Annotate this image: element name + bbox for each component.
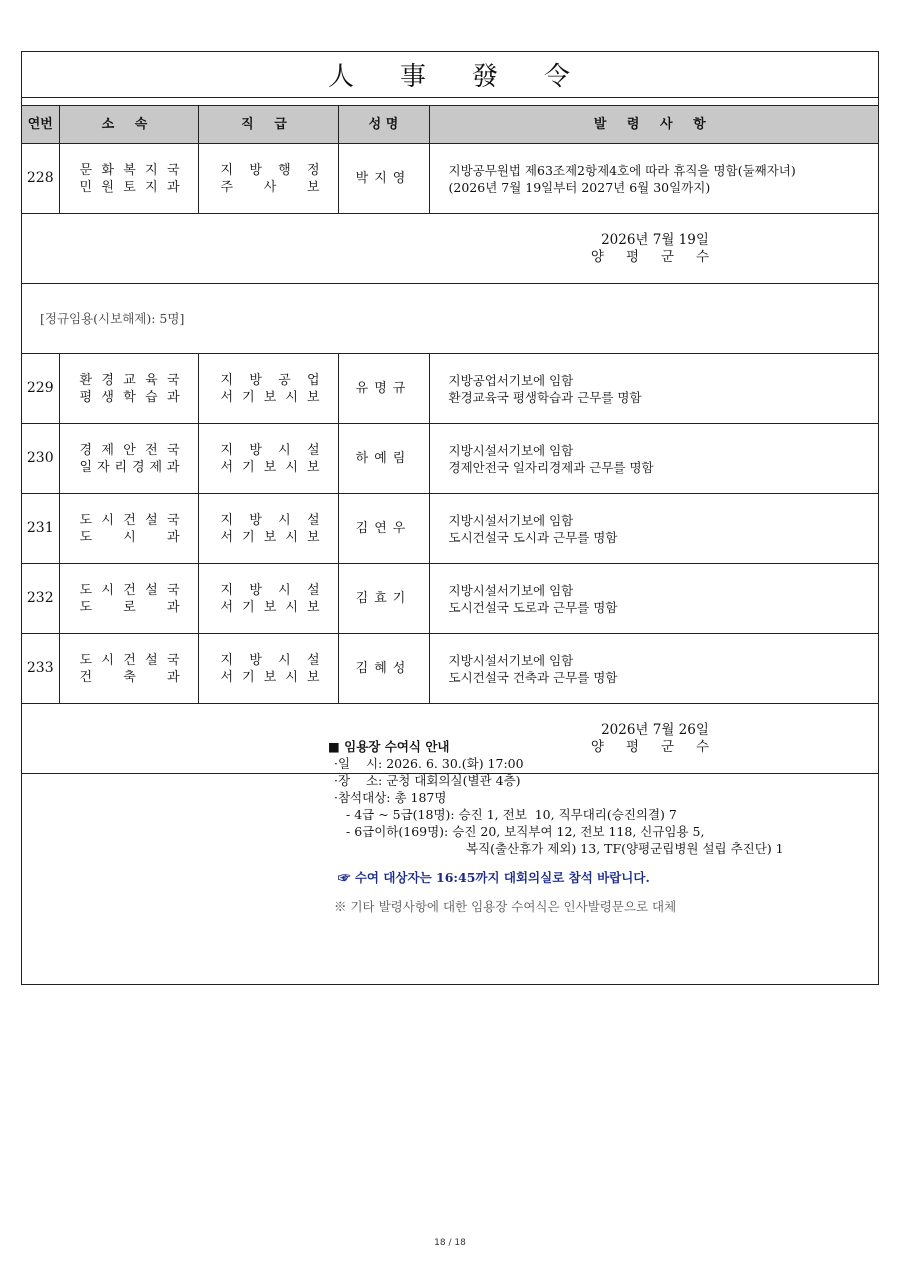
- spaced-line: 도 시 건 설 국: [79, 582, 180, 598]
- header-dept: 소 속: [59, 106, 198, 144]
- row-no: 229: [22, 354, 59, 424]
- spaced-line: 지 방 행 정: [220, 162, 320, 178]
- notice-group2-cont: 복직(출산휴가 제외) 13, TF(양평군립병원 설립 추진단) 1: [466, 841, 784, 856]
- notice-group1: - 4급 ~ 5급(18명): 승진 1, 전보 10, 직무대리(승진의결) 7: [346, 807, 677, 822]
- row-dept: [59, 564, 198, 634]
- spaced-line: 서 기 보 시 보: [220, 599, 320, 615]
- title-char: 事: [399, 62, 428, 92]
- row-rank: [198, 494, 338, 564]
- title-divider: [22, 97, 878, 106]
- spaced-line: 일 자 리 경 제 과: [79, 459, 180, 475]
- spaced-line: 도 로 과: [79, 599, 180, 615]
- notice-where: ·장 소: 군청 대회의실(별관 4층): [334, 773, 521, 788]
- spaced-line: 서 기 보 시 보: [220, 529, 320, 545]
- spaced-line: 지 방 시 설: [220, 512, 320, 528]
- spaced-line: 주 사 보: [220, 179, 320, 195]
- header-rank: 직 급: [198, 106, 338, 144]
- spaced-line: 지 방 시 설: [220, 442, 320, 458]
- section-row: [22, 284, 878, 354]
- row-detail: [429, 634, 878, 704]
- issuer-signature: 양평군수: [590, 248, 732, 265]
- row-detail: [429, 494, 878, 564]
- detail-line: 지방공무원법 제63조제2항제4호에 따라 휴직을 명함(둘째자녀): [448, 162, 796, 178]
- row-rank: [198, 144, 338, 214]
- row-name: 박지영: [338, 144, 429, 214]
- table-row: [22, 564, 878, 634]
- row-detail: [429, 424, 878, 494]
- spaced-line: 지 방 공 업: [220, 372, 320, 388]
- detail-line: (2026년 7월 19일부터 2027년 6월 30일까지): [448, 179, 711, 195]
- table-header: [22, 106, 878, 144]
- detail-line: 지방공업서기보에 임함: [448, 372, 574, 388]
- row-dept: [59, 494, 198, 564]
- row-no: 231: [22, 494, 59, 564]
- row-dept: [59, 144, 198, 214]
- row-name: 김연우: [338, 494, 429, 564]
- detail-line: 지방시설서기보에 임함: [448, 512, 574, 528]
- row-detail: [429, 354, 878, 424]
- row-rank: [198, 564, 338, 634]
- notice-heading: ■ 임용장 수여식 안내: [328, 739, 450, 754]
- spaced-line: 지 방 시 설: [220, 582, 320, 598]
- spaced-line: 문 화 복 지 국: [79, 162, 180, 178]
- date-block: [579, 232, 731, 266]
- header-detail: 발 령 사 항: [429, 106, 878, 144]
- row-name: 유명규: [338, 354, 429, 424]
- title-char: 令: [544, 62, 573, 92]
- date-row: [22, 214, 878, 284]
- detail-line: 경제안전국 일자리경제과 근무를 명함: [448, 459, 654, 475]
- row-detail: [429, 144, 878, 214]
- title-char: 發: [472, 62, 501, 92]
- document-title: [22, 52, 878, 97]
- page-number: 18 / 18: [434, 1238, 466, 1248]
- order-table: [22, 106, 878, 774]
- header-name: 성 명: [338, 106, 429, 144]
- detail-line: 도시건설국 도로과 근무를 명함: [448, 599, 618, 615]
- row-detail: [429, 564, 878, 634]
- row-no: 232: [22, 564, 59, 634]
- spaced-line: 도 시 과: [79, 529, 180, 545]
- spaced-line: 서 기 보 시 보: [220, 389, 320, 405]
- detail-line: 지방시설서기보에 임함: [448, 442, 574, 458]
- spaced-line: 건 축 과: [79, 669, 180, 685]
- row-no: 230: [22, 424, 59, 494]
- spaced-line: 도 시 건 설 국: [79, 652, 180, 668]
- detail-line: 지방시설서기보에 임함: [448, 582, 574, 598]
- detail-line: 도시건설국 도시과 근무를 명함: [448, 529, 618, 545]
- detail-line: 환경교육국 평생학습과 근무를 명함: [448, 389, 642, 405]
- detail-line: 지방시설서기보에 임함: [448, 652, 574, 668]
- table-row: [22, 424, 878, 494]
- issuer-signature: 양평군수: [590, 738, 732, 755]
- spaced-line: 지 방 시 설: [220, 652, 320, 668]
- row-name: 김효기: [338, 564, 429, 634]
- table-row: [22, 494, 878, 564]
- spaced-line: 경 제 안 전 국: [79, 442, 180, 458]
- spaced-line: 도 시 건 설 국: [79, 512, 180, 528]
- header-no: 연번: [22, 106, 59, 144]
- row-name: 김혜성: [338, 634, 429, 704]
- spaced-line: 서 기 보 시 보: [220, 669, 320, 685]
- spaced-line: 평 생 학 습 과: [79, 389, 180, 405]
- spaced-line: 서 기 보 시 보: [220, 459, 320, 475]
- title-char: 人: [327, 62, 356, 92]
- row-no: 228: [22, 144, 59, 214]
- table-row: [22, 144, 878, 214]
- row-dept: [59, 634, 198, 704]
- notice-who: ·참석대상: 총 187명: [334, 790, 447, 805]
- notice-when: ·일 시: 2026. 6. 30.(화) 17:00: [334, 756, 524, 771]
- row-rank: [198, 634, 338, 704]
- order-date: 2026년 7월 19일: [601, 231, 709, 248]
- notice-group2: - 6급이하(169명): 승진 20, 보직부여 12, 전보 118, 신규임용 5,: [346, 824, 705, 839]
- spaced-line: 환 경 교 육 국: [79, 372, 180, 388]
- notice-highlight: ☞ 수여 대상자는 16:45까지 대회의실로 참석 바랍니다.: [338, 870, 650, 885]
- row-dept: [59, 354, 198, 424]
- row-dept: [59, 424, 198, 494]
- row-name: 하예림: [338, 424, 429, 494]
- row-rank: [198, 424, 338, 494]
- row-rank: [198, 354, 338, 424]
- notice-footnote: ※ 기타 발령사항에 대한 임용장 수여식은 인사발령문으로 대체: [334, 899, 677, 914]
- table-row: [22, 634, 878, 704]
- spaced-line: 민 원 토 지 과: [79, 179, 180, 195]
- table-row: [22, 354, 878, 424]
- ceremony-notice: [328, 738, 848, 915]
- section-label: [정규임용(시보해제): 5명]: [22, 284, 878, 354]
- order-date: 2026년 7월 26일: [601, 721, 709, 738]
- detail-line: 도시건설국 건축과 근무를 명함: [448, 669, 618, 685]
- row-no: 233: [22, 634, 59, 704]
